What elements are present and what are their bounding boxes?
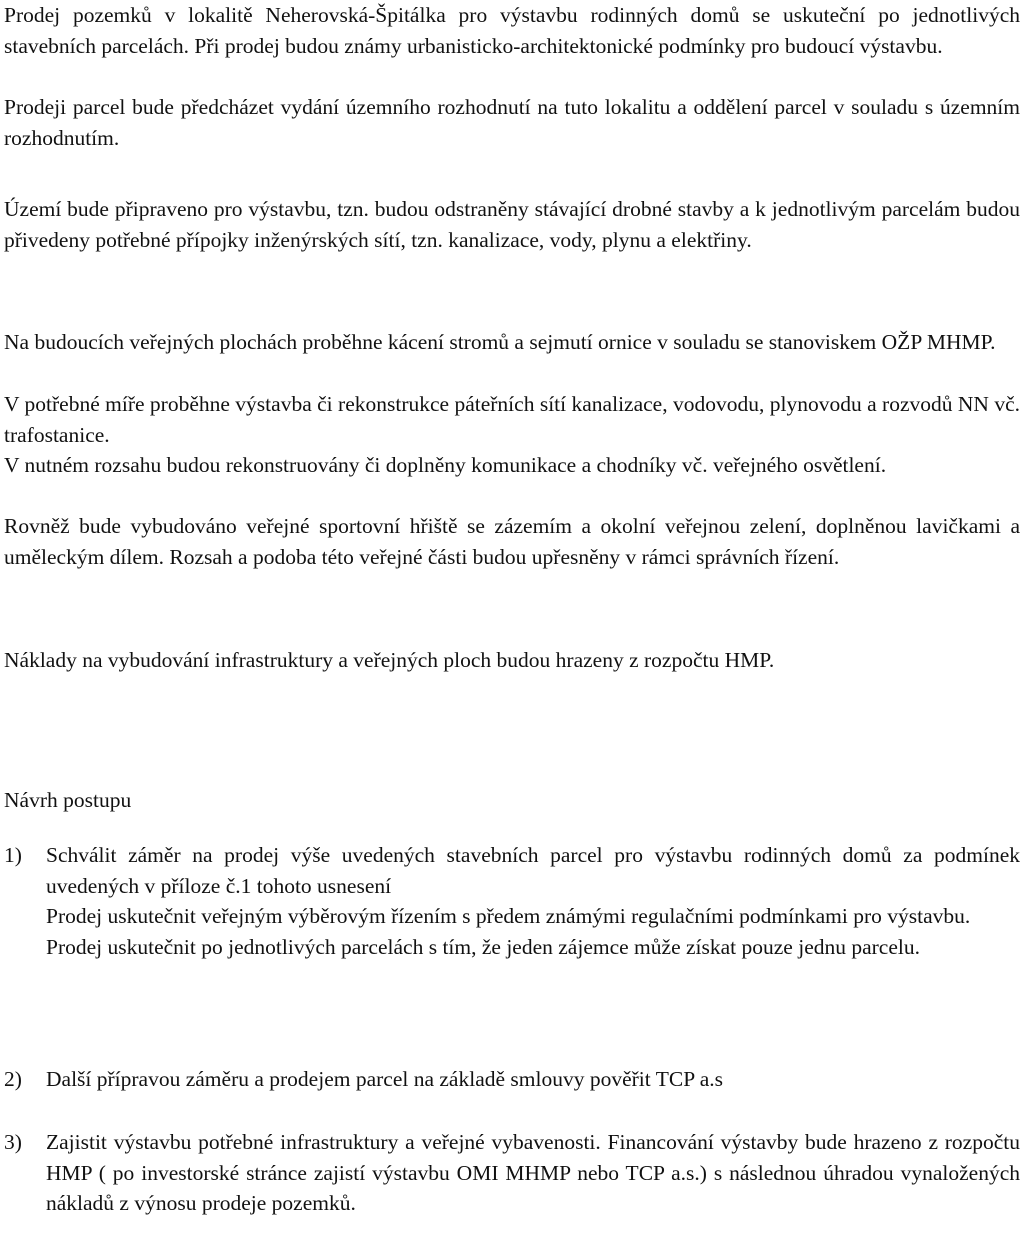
list-item-line: Další přípravou záměru a prodejem parcel na základě smlouvy pověřit TCP a.s [46,1067,724,1091]
list-item-number: 2) [4,1067,22,1091]
section-heading: Návrh postupu [4,788,132,812]
paragraph-site-preparation: Území bude připraveno pro výstavbu, tzn. budou odstraněny stávající drobné stavby a k jednotlivým parcelám budou přivedeny potřebné přípojky inženýrských sítí, tzn. kanalizace, vody, plynu a elektřiny. [4,197,1020,252]
paragraph-sports-ground: Rovněž bude vybudováno veřejné sportovní hřiště se zázemím a okolní veřejnou zelení, doplněnou lavičkami a uměleckým dílem. Rozsah a podoba této veřejné části budou upřesněny v rámci správních řízení. [4,514,1020,569]
list-item-line: Prodej uskutečnit veřejným výběrovým řízením s předem známými regulačními podmínkami pro výstavbu. [46,904,971,928]
paragraph-tree-felling: Na budoucích veřejných plochách proběhne kácení stromů a sejmutí ornice v souladu se stanoviskem OŽP MHMP. [4,330,996,354]
list-item-text [46,1064,1020,1095]
list-item-line: Schválit záměr na prodej výše uvedených stavebních parcel pro výstavbu rodinných domů za podmínek uvedených v příloze č.1 tohoto usnesení [46,843,1020,898]
paragraph-zoning-decision: Prodeji parcel bude předcházet vydání územního rozhodnutí na tuto lokalitu a oddělení parcel v souladu s územním rozhodnutím. [4,95,1020,150]
paragraph-costs: Náklady na vybudování infrastruktury a veřejných ploch budou hrazeny z rozpočtu HMP. [4,648,775,672]
list-item-line: Zajistit výstavbu potřebné infrastruktury a veřejné vybavenosti. Financování výstavby bude hrazeno z rozpočtu HMP ( po investorské stránce zajistí výstavbu OMI MHMP nebo TCP a.s.) s následnou úhradou vynaložených nákladů z výnosu prodeje pozemků. [46,1130,1020,1215]
list-item-number: 3) [4,1130,22,1154]
list-item-text [46,1127,1020,1219]
list-item [0,1127,1024,1219]
list-item [0,840,1024,962]
paragraph-sale-of-plots: Prodej pozemků v lokalitě Neherovská-Špitálka pro výstavbu rodinných domů se uskuteční po jednotlivých stavebních parcelách. Při prodej budou známy urbanisticko-architektonické podmínky pro budoucí výstavbu. [4,3,1020,58]
list-item-line: Prodej uskutečnit po jednotlivých parcelách s tím, že jeden zájemce může získat pouze jednu parcelu. [46,934,920,959]
list-item [0,1064,1024,1095]
list-item-number: 1) [4,843,22,867]
paragraph-utility-networks: V potřebné míře proběhne výstavba či rekonstrukce páteřních sítí kanalizace, vodovodu, plynovodu a rozvodů NN vč. trafostanice. [4,392,1020,447]
list-item-text [46,840,1020,962]
paragraph-roads-lighting: V nutném rozsahu budou rekonstruovány či doplněny komunikace a chodníky vč. veřejného osvětlení. [4,453,887,477]
